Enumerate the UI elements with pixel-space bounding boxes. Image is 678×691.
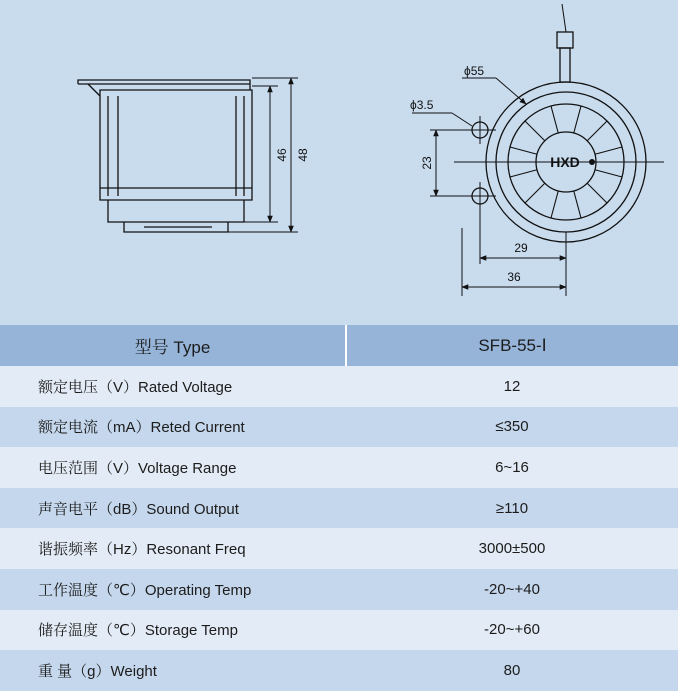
param-label: 额定电压（V）Rated Voltage [38,378,233,396]
param-value: 3000±500 [478,540,546,558]
terminal-dot [589,159,595,165]
table-row [0,610,678,651]
param-label: 储存温度（℃）Storage Temp [38,622,238,640]
table-row [0,447,678,488]
table-row [0,407,678,448]
table-row [0,366,678,407]
param-value: 6~16 [495,458,529,476]
dim-23-label: 23 [420,156,434,170]
param-label: 电压范围（V）Voltage Range [38,459,237,477]
fin-line [510,170,537,177]
table-row [0,650,678,691]
type-header: 型号 Type [0,325,346,366]
side-view [78,78,298,232]
table-row [0,488,678,529]
dim-29-label: 29 [514,241,528,255]
param-value: ≤350 [495,418,529,436]
fin-line [510,147,537,154]
dim-46-label: 46 [275,148,289,162]
param-value: -20~+40 [484,580,540,598]
model-header: SFB-55-Ⅰ [346,325,678,366]
fin-line [595,170,622,177]
table-row [0,528,678,569]
fin-line [587,121,607,141]
fin-line [574,106,581,133]
fin-line [551,191,558,218]
param-value: 12 [503,377,521,395]
dim-phi55-label: ϕ55 [464,64,485,78]
param-label: 工作温度（℃）Operating Temp [38,581,252,599]
fin-line [525,183,545,203]
fin-line [574,191,581,218]
spec-table [0,325,678,691]
table-row [0,569,678,610]
fin-line [525,121,545,141]
fin-line [595,147,622,154]
param-label: 声音电平（dB）Sound Output [38,500,239,518]
dim-36-label: 36 [507,270,521,284]
drawing-svg [0,0,678,325]
dim-phi35-label: ϕ3.5 [410,98,434,112]
param-label: 额定电流（mA）Reted Current [38,419,245,437]
param-value: -20~+60 [484,621,540,639]
fin-line [587,183,607,203]
dim-48-label: 48 [296,148,310,162]
technical-drawing [0,0,678,325]
top-view [412,4,664,296]
param-label: 谐振频率（Hz）Resonant Freq [38,541,246,559]
hxd-label: HXD [550,154,580,170]
table-header-row [0,325,678,366]
param-value: 80 [503,661,521,679]
fin-line [551,106,558,133]
param-value: ≥110 [495,499,529,517]
param-label: 重 量（g）Weight [38,662,157,680]
